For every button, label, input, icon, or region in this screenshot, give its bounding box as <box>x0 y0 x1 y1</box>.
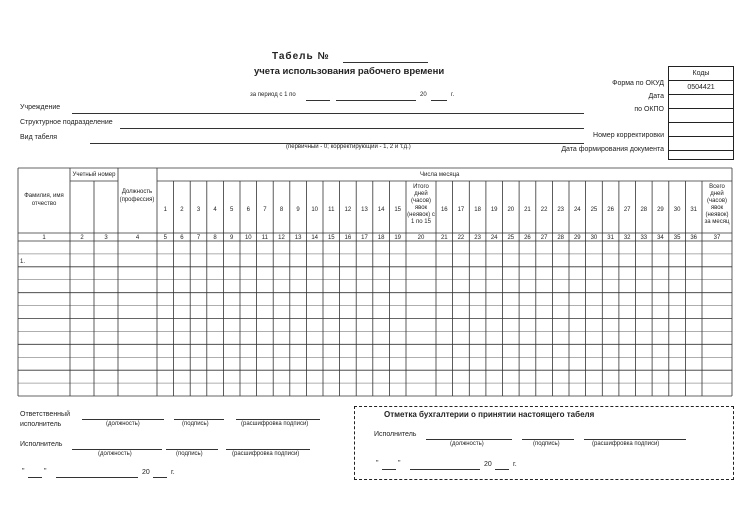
accounting-year-prefix: 20 <box>484 461 492 468</box>
day-header-31: 31 <box>690 207 698 213</box>
index-cell-11: 11 <box>261 235 269 241</box>
date-quote-close: " <box>44 468 47 475</box>
day-header-29: 29 <box>657 207 664 213</box>
accounting-date-quote-open: " <box>376 460 379 467</box>
day-header-7: 7 <box>263 207 267 213</box>
day-header-8: 8 <box>279 207 284 213</box>
index-cell-26: 26 <box>524 235 531 241</box>
page-subtitle: учета использования рабочего времени <box>254 66 445 77</box>
executor-position-line[interactable] <box>72 449 162 450</box>
accounting-sign-hint: (подпись) <box>533 441 560 447</box>
first-row-marker: 1. <box>20 259 26 265</box>
index-cell-19: 19 <box>394 235 402 241</box>
accounting-date-quote-close: " <box>398 460 401 467</box>
index-cell-31: 31 <box>607 235 614 241</box>
col-position-header: Должность (профессия) <box>119 189 155 203</box>
index-cell-10: 10 <box>244 235 252 241</box>
index-cell-14: 14 <box>311 235 319 241</box>
accounting-decode-hint: (расшифровка подписи) <box>592 441 660 447</box>
day-header-28: 28 <box>640 207 648 213</box>
index-cell-28: 28 <box>557 235 565 241</box>
sign-year-g: г. <box>171 469 175 476</box>
day-header-11: 11 <box>328 207 335 213</box>
day-header-9: 9 <box>296 207 300 213</box>
day-header-13: 13 <box>361 207 368 213</box>
responsible-sign-line[interactable] <box>174 419 224 420</box>
day-header-2: 2 <box>180 207 184 213</box>
accounting-date-month-line[interactable] <box>410 469 480 470</box>
index-cell-32: 32 <box>623 235 631 241</box>
day-header-21: 21 <box>524 207 531 213</box>
institution-label: Учреждение <box>20 104 61 111</box>
col-account-header: Учетный номер <box>72 172 116 178</box>
okud-value: 0504421 <box>669 81 733 95</box>
position-hint: (должность) <box>106 421 140 427</box>
executor-label: Исполнитель <box>20 441 63 448</box>
decode-hint: (расшифровка подписи) <box>241 421 309 427</box>
index-cell-30: 30 <box>590 235 598 241</box>
sign-date-month-line[interactable] <box>56 477 138 478</box>
date-quote-open: " <box>22 468 25 475</box>
index-cell-3: 3 <box>104 235 108 241</box>
period-year-prefix: 20 <box>420 92 427 98</box>
day-header-17: 17 <box>457 207 465 213</box>
executor-sign-hint: (подпись) <box>176 451 203 457</box>
day-header-18: 18 <box>474 207 481 213</box>
department-label: Структурное подразделение <box>20 119 113 126</box>
accounting-year-line[interactable] <box>495 469 509 470</box>
index-cell-1: 1 <box>42 235 46 241</box>
index-cell-34: 34 <box>657 235 664 241</box>
okpo-label: по ОКПО <box>634 106 664 113</box>
day-header-23: 23 <box>557 207 565 213</box>
index-cell-5: 5 <box>163 235 167 241</box>
accounting-title: Отметка бухгалтерии о принятии настоящего табеля <box>384 410 595 419</box>
day-header-3: 3 <box>196 207 201 213</box>
executor-line2-label: исполнитель <box>20 421 62 428</box>
responsible-decode-line[interactable] <box>236 419 320 420</box>
day-header-10: 10 <box>311 207 319 213</box>
day-header-22: 22 <box>540 207 548 213</box>
correction-number-label: Номер корректировки <box>593 132 664 139</box>
day-header-15: 15 <box>394 207 402 213</box>
executor-position-hint: (должность) <box>98 451 132 457</box>
accounting-year-g: г. <box>513 461 517 468</box>
index-cell-18: 18 <box>377 235 385 241</box>
day-header-5: 5 <box>230 207 234 213</box>
index-cell-33: 33 <box>640 235 648 241</box>
col-name-header: Фамилия, имя отчество <box>24 193 64 207</box>
accounting-position-line[interactable] <box>426 439 512 440</box>
index-cell-27: 27 <box>540 235 548 241</box>
sheet-type-label: Вид табеля <box>20 134 58 141</box>
responsible-position-line[interactable] <box>82 419 164 420</box>
index-cell-2: 2 <box>80 235 84 241</box>
day-header-4: 4 <box>213 207 217 213</box>
responsible-label: Ответственный <box>20 411 70 418</box>
index-cell-29: 29 <box>573 235 581 241</box>
period-year-g: г. <box>451 92 455 98</box>
executor-decode-line[interactable] <box>226 449 310 450</box>
okud-label: Форма по ОКУД <box>612 80 664 87</box>
day-header-24: 24 <box>573 207 581 213</box>
codes-header: Коды <box>669 67 733 81</box>
executor-decode-hint: (расшифровка подписи) <box>232 451 300 457</box>
day-header-19: 19 <box>490 207 498 213</box>
col-days-header: Числа месяца <box>420 172 460 178</box>
index-cell-13: 13 <box>294 235 302 241</box>
index-cell-16: 16 <box>344 235 352 241</box>
index-cell-20: 20 <box>417 235 425 241</box>
index-cell-22: 22 <box>457 235 465 241</box>
sheet-type-hint: (первичный - 0; корректирующий - 1, 2 и т.д.) <box>286 144 411 150</box>
sign-hint: (подпись) <box>182 421 209 427</box>
accounting-date-day-line[interactable] <box>382 469 396 470</box>
index-cell-37: 37 <box>713 235 721 241</box>
period-label: за период с 1 по <box>250 92 296 98</box>
index-cell-9: 9 <box>230 235 234 241</box>
index-cell-25: 25 <box>507 235 515 241</box>
col-total15-header: Итого дней (часов) явок (неявок) с 1 по 15 <box>407 184 435 225</box>
sign-year-line[interactable] <box>153 477 167 478</box>
day-header-12: 12 <box>344 207 352 213</box>
day-header-14: 14 <box>377 207 385 213</box>
accounting-decode-line[interactable] <box>584 439 686 440</box>
day-header-6: 6 <box>246 207 250 213</box>
index-cell-23: 23 <box>474 235 481 241</box>
accounting-executor-label: Исполнитель <box>374 431 417 438</box>
index-cell-7: 7 <box>196 235 201 241</box>
day-header-26: 26 <box>607 207 614 213</box>
accounting-position-hint: (должность) <box>450 441 484 447</box>
day-header-20: 20 <box>507 207 515 213</box>
index-cell-4: 4 <box>135 235 140 241</box>
index-cell-35: 35 <box>673 235 681 241</box>
page-title: Табель № <box>272 51 330 62</box>
index-cell-21: 21 <box>440 235 448 241</box>
day-header-30: 30 <box>673 207 681 213</box>
formation-date-label: Дата формирования документа <box>561 146 664 153</box>
day-header-16: 16 <box>440 207 448 213</box>
index-cell-12: 12 <box>278 235 285 241</box>
accounting-sign-line[interactable] <box>522 439 574 440</box>
index-cell-15: 15 <box>327 235 335 241</box>
col-total-month-header: Всего дней (часов) явок (неявок) за месяц <box>704 184 730 225</box>
sign-year-prefix: 20 <box>142 469 150 476</box>
date-label: Дата <box>648 93 664 100</box>
executor-sign-line[interactable] <box>166 449 218 450</box>
index-cell-17: 17 <box>361 235 368 241</box>
index-cell-24: 24 <box>490 235 498 241</box>
sign-date-day-line[interactable] <box>28 477 42 478</box>
index-cell-6: 6 <box>180 235 184 241</box>
index-cell-36: 36 <box>690 235 698 241</box>
day-header-27: 27 <box>623 207 631 213</box>
day-header-1: 1 <box>163 207 167 213</box>
day-header-25: 25 <box>590 207 598 213</box>
index-cell-8: 8 <box>213 235 217 241</box>
